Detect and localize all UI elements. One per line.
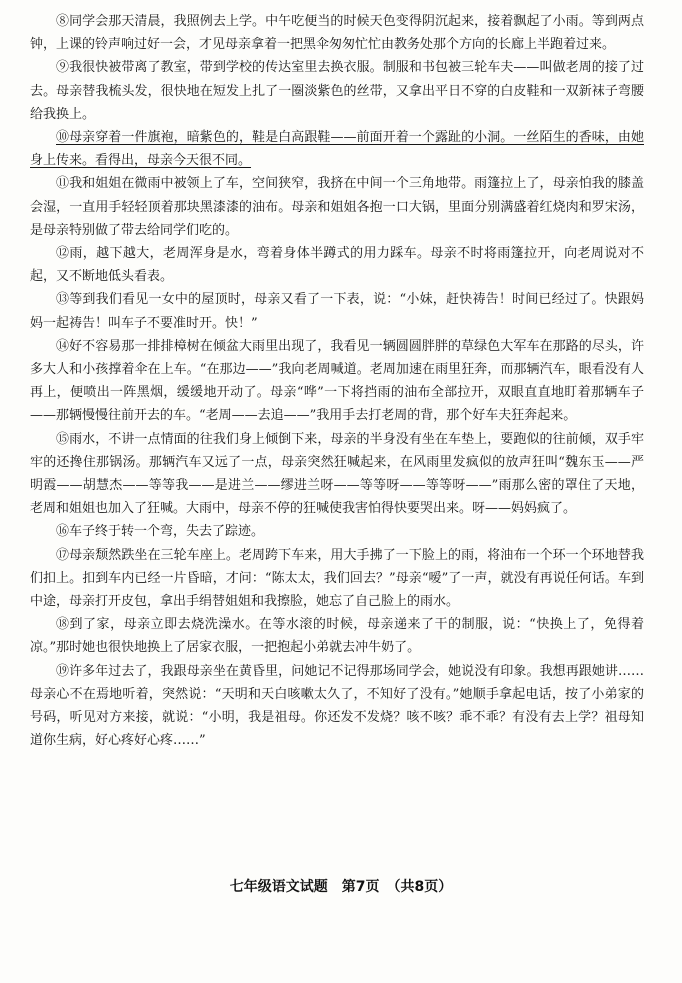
page-footer: 七年级语文试题 第7页 （共8页） — [229, 879, 453, 895]
paragraph-16: ⑯车子终于转一个弯，失去了踪迹。 — [56, 524, 265, 540]
article-body — [30, 10, 644, 753]
paragraph-14: ⑭好不容易那一排排樟树在倾盆大雨里出现了，我看见一辆圆圆胖胖的草绿色大军车在那路的尽头，许多大人和小孩撑着伞在上车。“在那边——”我向老周喊道。老周加速在雨里狂奔，而那辆汽车，眼看没有人再上，便喷出一阵黑烟，缓缓地开动了。母亲“哗”一下将挡雨的油布全部拉开，双眼直直地盯着那辆车子——那辆慢慢往前开去的车。“老周——去追——”我用手去打老周的背，那个好车夫狂奔起来。 — [30, 338, 644, 424]
paragraph-19: ⑲许多年过去了，我跟母亲坐在黄昏里，问她记不记得那场同学会，她说没有印象。我想再跟她讲……母亲心不在焉地听着，突然说：“天明和天白咳嗽太久了，不知好了没有。”她顺手拿起电话，按了小弟家的号码，听见对方来接，就说：“小明，我是祖母。你还发不发烧？咳不咳？乖不乖？有没有去上学？祖母知道你生病，好心疼好心疼……” — [30, 663, 644, 749]
paragraph-10-underlined: ⑩母亲穿着一件旗袍，暗紫色的，鞋是白高跟鞋——前面开着一个露趾的小洞。一丝陌生的香味，由她身上传来。看得出，母亲今天很不同。 — [30, 130, 644, 169]
paragraph-17: ⑰母亲颓然跌坐在三轮车座上。老周跨下车来，用大手拂了一下脸上的雨，将油布一个环一个环地替我们扣上。扣到车内已经一片昏暗，才问：“陈太太，我们回去？”母亲“嗳”了一声，就没有再说任何话。车到中途，母亲打开皮包，拿出手绢替姐姐和我擦脸，她忘了自己脸上的雨水。 — [30, 547, 644, 610]
paragraph-18: ⑱到了家，母亲立即去烧洗澡水。在等水滚的时候，母亲递来了干的制服，说：“快换上了，免得着凉。”那时她也很快地换上了居家衣服，一把抱起小弟就去冲牛奶了。 — [30, 617, 644, 656]
paragraph-13: ⑬等到我们看见一女中的屋顶时，母亲又看了一下表，说：“小妹，赶快祷告！时间已经过了。快跟妈妈一起祷告！叫车子不要准时开。快！” — [30, 292, 644, 331]
paragraph-12: ⑫雨，越下越大，老周浑身是水，弯着身体半蹲式的用力踩车。母亲不时将雨篷拉开，向老周说对不起，又不断地低头看表。 — [30, 246, 644, 285]
paragraph-11: ⑪我和姐姐在微雨中被领上了车，空间狭窄，我挤在中间一个三角地带。雨篷拉上了，母亲怕我的膝盖会湿，一直用手轻轻顶着那块黑漆漆的油布。母亲和姐姐各抱一口大锅，里面分别满盛着红烧肉和罗宋汤，是母亲特别做了带去给同学们吃的。 — [30, 176, 644, 238]
paragraph-15: ⑮雨水，不讲一点情面的往我们身上倾倒下来，母亲的半身没有坐在车垫上，要跑似的往前倾，双手牢牢的还搀住那锅汤。那辆汽车又远了一点，母亲突然狂喊起来，在风雨里发疯似的放声狂叫“魏东玉——严明霞——胡慧杰——等等我——是进兰——缪进兰呀——等等呀——等等呀——”雨那么密的罩住了天地，老周和姐姐也加入了狂喊。大雨中，母亲不停的狂喊使我害怕得快要哭出来。呀——妈妈疯了。 — [30, 431, 644, 517]
paragraph-8: ⑧同学会那天清晨，我照例去上学。中午吃便当的时候天色变得阴沉起来，接着飘起了小雨。等到两点钟，上课的铃声响过好一会，才见母亲拿着一把黑伞匆匆忙忙由教务处那个方向的长廊上半跑着过来。 — [30, 14, 644, 53]
paragraph-9: ⑨我很快被带离了教室，带到学校的传达室里去换衣服。制服和书包被三轮车夫——叫做老周的接了过去。母亲替我梳头发，很快地在短发上扎了一圈淡紫色的丝带，又拿出平日不穿的白皮鞋和一双新袜子弯腰给我换上。 — [30, 60, 644, 122]
